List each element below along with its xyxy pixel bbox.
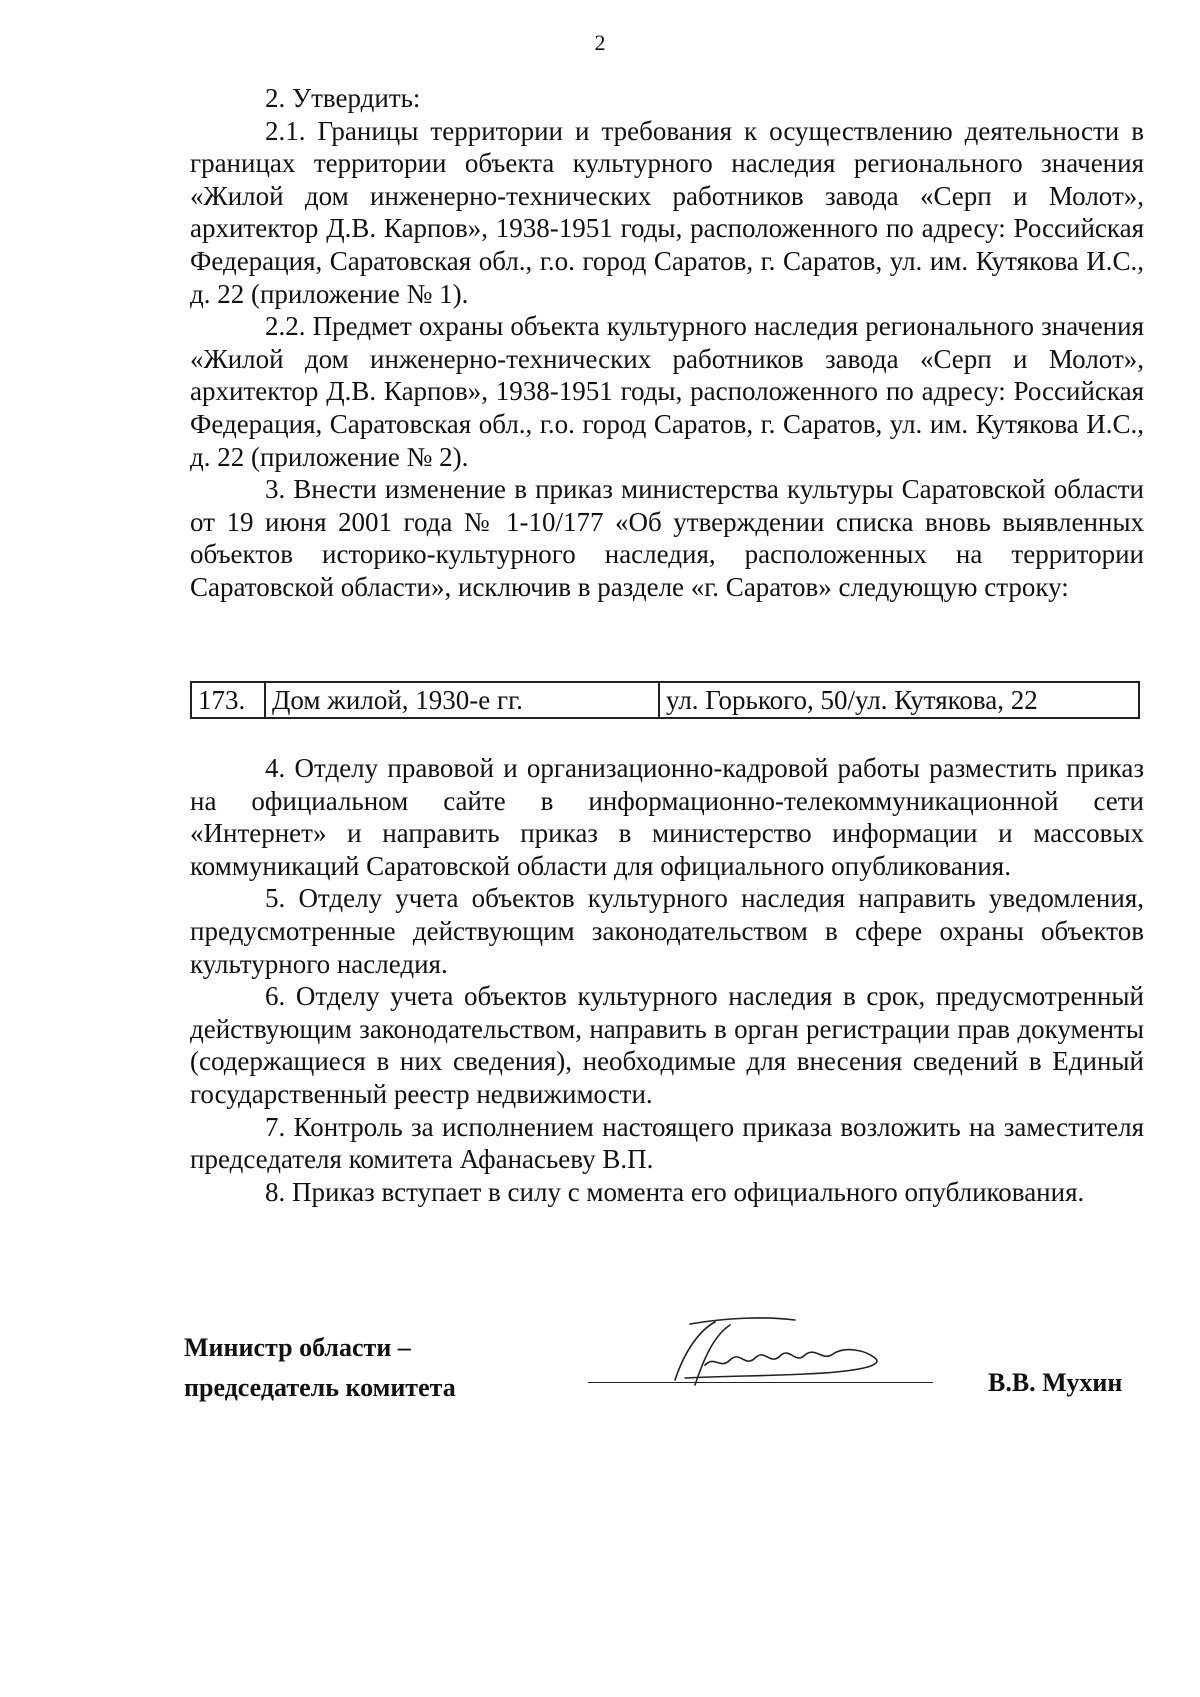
paragraph-5: 5. Отделу учета объектов культурного наследия направить уведомления, предусмотренные действующим законодательством в сфере охраны объектов культурного наследия. [190, 883, 1144, 979]
page-number: 2 [594, 30, 606, 55]
signatory-title-line1: Министр области – [184, 1333, 411, 1362]
row-number: 173. [191, 682, 265, 718]
paragraph-3: 3. Внести изменение в приказ министерства культуры Саратовской области от 19 июня 2001 года № 1-10/177 «Об утверждении списка вновь выявленных объектов историко-культурного наследия, расположенных на территории Саратовской области», исключив в разделе «г. Саратов» следующую строку: [190, 474, 1144, 602]
handwritten-signature [645, 1310, 945, 1400]
object-name: Дом жилой, 1930-е гг. [265, 682, 659, 718]
signatory-name: В.В. Мухин [988, 1368, 1123, 1397]
paragraph-8: 8. Приказ вступает в силу с момента его официального опубликования. [265, 1176, 1085, 1207]
paragraph-4: 4. Отделу правовой и организационно-кадровой работы разместить приказ на официальном сайте в информационно-телекоммуникационной сети «Интернет» и направить приказ в министерство информации и массовых коммуникаций Саратовской области для официального опубликования. [190, 753, 1144, 881]
paragraph-6: 6. Отделу учета объектов культурного наследия в срок, предусмотренный действующим законодательством, направить в орган регистрации прав документы (содержащиеся в них сведения), необходимые для внесения сведений в Единый государственный реестр недвижимости. [190, 981, 1144, 1109]
paragraph-2: 2. Утвердить: [265, 83, 421, 113]
paragraph-2-2: 2.2. Предмет охраны объекта культурного наследия регионального значения «Жилой дом инженерно-технических работников завода «Серп и Молот», архитектор Д.В. Карпов», 1938-1951 годы, расположенного по адресу: Российская Федерация, Саратовская обл., г.о. город Саратов, г. Саратов, ул. им. Кутякова И.С., д. 22 (приложение № 2). [190, 311, 1144, 472]
paragraph-2-1: 2.1. Границы территории и требования к осуществлению деятельности в границах территории объекта культурного наследия регионального значения «Жилой дом инженерно-технических работников завода «Серп и Молот», архитектор Д.В. Карпов», 1938-1951 годы, расположенного по адресу: Российская Федерация, Саратовская обл., г.о. город Саратов, г. Саратов, ул. им. Кутякова И.С., д. 22 (приложение № 1). [190, 115, 1144, 309]
excluded-row-table [190, 681, 1140, 719]
paragraph-7: 7. Контроль за исполнением настоящего приказа возложить на заместителя председателя комитета Афанасьеву В.П. [190, 1111, 1144, 1175]
table-row [191, 682, 1139, 718]
document-body-top [190, 82, 1144, 604]
signatory-title [184, 1328, 456, 1408]
document-body-bottom [190, 752, 1144, 1208]
signatory-title-line2: председатель комитета [184, 1373, 456, 1402]
object-address: ул. Горького, 50/ул. Кутякова, 22 [659, 682, 1139, 718]
